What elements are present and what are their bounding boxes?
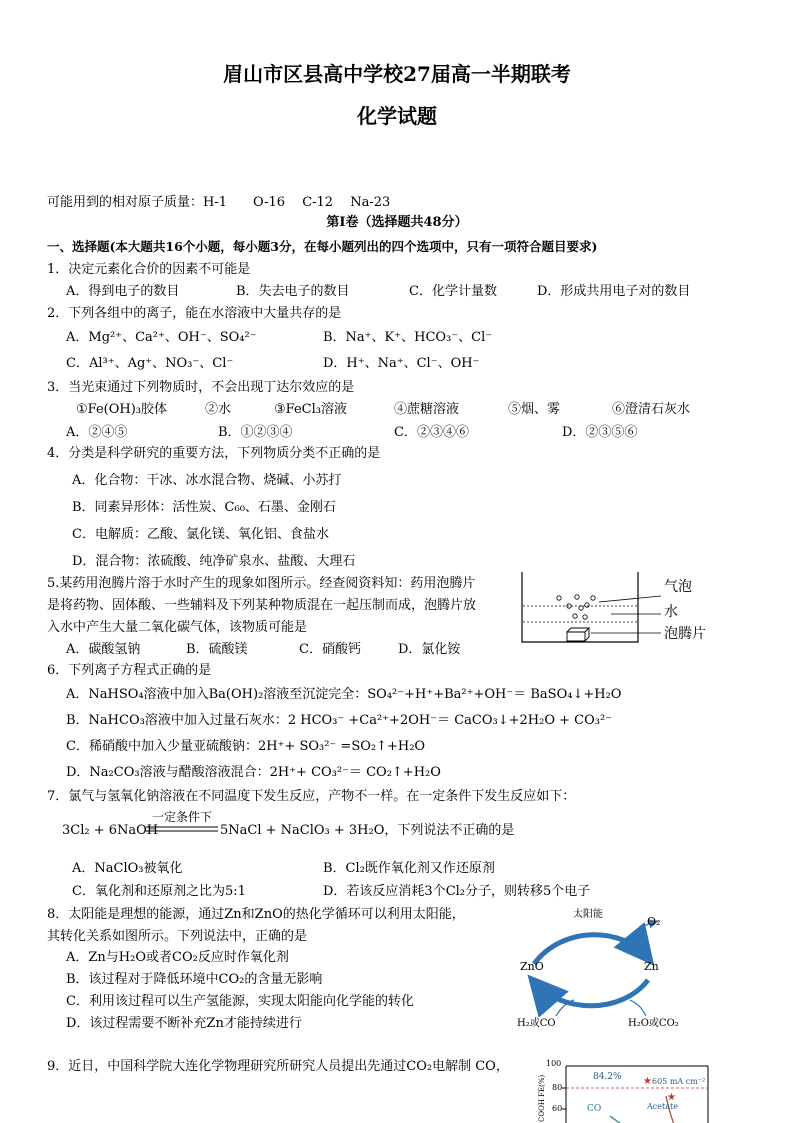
star-marker-1: ★ <box>643 1076 652 1087</box>
question-3-item-1: ①Fe(OH)₃胶体 <box>76 402 168 417</box>
h2o-co2-arrow <box>630 1000 646 1016</box>
question-5-option-d: D．氯化铵 <box>398 642 461 657</box>
chart-current-label: 605 mA cm⁻² <box>652 1077 706 1086</box>
question-8-stem-line-1: 8．太阳能是理想的能源，通过Zn和ZnO的热化学循环可以利用太阳能， <box>47 907 465 922</box>
question-3-option-c: C．②③④⑥ <box>394 425 469 440</box>
question-7-equation-condition: 一定条件下 <box>151 810 212 824</box>
figure-label-bubbles: 气泡 <box>664 579 692 595</box>
question-7-option-b: B．Cl₂既作氧化剂又作还原剂 <box>323 861 495 876</box>
question-1-stem: 1．决定元素化合价的因素不可能是 <box>47 262 251 277</box>
cycle-label-h2o-co2: H₂O或CO₂ <box>628 1018 679 1029</box>
question-3-item-2: ②水 <box>205 402 232 417</box>
chart-percent-label: 84.2% <box>593 1072 622 1082</box>
question-8-option-b: B．该过程对于降低环境中CO₂的含量无影响 <box>66 972 323 987</box>
exam-subtitle: 化学试题 <box>357 104 437 128</box>
question-8-stem-line-2: 其转化关系如图所示。下列说法中，正确的是 <box>47 929 308 944</box>
question-8-option-c: C．利用该过程可以生产氢能源，实现太阳能向化学能的转化 <box>66 994 414 1009</box>
cycle-label-oxygen: O₂ <box>647 915 661 928</box>
cycle-label-zno: ZnO <box>520 960 544 973</box>
question-5-option-c: C．硝酸钙 <box>299 642 361 657</box>
question-5-stem-line-1: 5.某药用泡腾片溶于水时产生的现象如图所示。经查阅资料知：药用泡腾片 <box>47 576 476 591</box>
question-6-stem: 6．下列离子方程式正确的是 <box>47 663 212 678</box>
question-2-option-c: C．Al³⁺、Ag⁺、NO₃⁻、Cl⁻ <box>66 356 234 371</box>
question-3-option-a: A．②④⑤ <box>66 425 128 440</box>
question-4-option-d: D．混合物：浓硫酸、纯净矿泉水、盐酸、大理石 <box>72 554 356 569</box>
question-3-option-d: D．②③⑤⑥ <box>562 425 638 440</box>
question-6-option-c: C．稀硝酸中加入少量亚硫酸钠：2H⁺+ SO₃²⁻ =SO₂↑+H₂O <box>66 739 426 754</box>
chart-series-co: CO <box>587 1104 602 1114</box>
equation-equals-sign <box>146 826 218 832</box>
question-3-option-b: B．①②③④ <box>218 425 293 440</box>
part-title: 第Ⅰ卷（选择题共48分） <box>326 215 468 230</box>
bubble-pointer <box>599 596 661 602</box>
question-7-equation-right: 5NaCl + NaClO₃ + 3H₂O，下列说法不正确的是 <box>220 823 515 838</box>
cycle-label-solar: 太阳能 <box>573 909 603 920</box>
chart-y-axis-label: COOH FE(%) <box>538 1074 546 1122</box>
question-4-option-a: A．化合物：干冰、冰水混合物、烧碱、小苏打 <box>72 473 342 488</box>
cycle-label-zn: Zn <box>644 960 659 973</box>
tablet-icon <box>567 628 589 641</box>
question-3-item-4: ④蔗糖溶液 <box>394 402 460 417</box>
chart-tick-80: 80 <box>552 1083 563 1092</box>
question-5-option-b: B．硫酸镁 <box>186 642 248 657</box>
question-1-option-d: D．形成共用电子对的数目 <box>537 284 691 299</box>
question-3-stem: 3．当光束通过下列物质时，不会出现丁达尔效应的是 <box>47 380 355 395</box>
question-6-option-b: B．NaHCO₃溶液中加入过量石灰水：2 HCO₃⁻ +Ca²⁺+2OH⁻＝ CaCO₃↓+2H₂O + CO₃²⁻ <box>66 713 613 728</box>
question-3-item-3: ③FeCl₃溶液 <box>274 402 347 417</box>
question-1-option-c: C．化学计量数 <box>409 284 497 299</box>
top-cycle-arrow <box>534 935 648 964</box>
question-5-option-a: A．碳酸氢钠 <box>66 642 141 657</box>
question-2-option-d: D．H⁺、Na⁺、Cl⁻、OH⁻ <box>323 356 480 371</box>
beaker-outline <box>522 572 638 642</box>
bubbles-icon <box>557 595 595 619</box>
question-3-item-6: ⑥澄清石灰水 <box>612 402 691 417</box>
question-7-option-a: A．NaClO₃被氧化 <box>72 861 183 876</box>
question-3-item-5: ⑤烟、雾 <box>508 402 561 417</box>
question-9-stem: 9．近日，中国科学院大连化学物理研究所研究人员提出先通过CO₂电解制 CO， <box>47 1059 509 1074</box>
question-7-equation-left: 3Cl₂ + 6NaOH <box>62 823 159 838</box>
question-7-option-c: C．氧化剂和还原剂之比为5:1 <box>72 884 246 899</box>
chart-series-acetate: Acetate <box>647 1102 678 1111</box>
question-8-option-a: A．Zn与H₂O或者CO₂反应时作氧化剂 <box>66 950 289 965</box>
question-4-option-c: C．电解质：乙酸、氯化镁、氧化铝、食盐水 <box>72 527 329 542</box>
question-4-option-b: B．同素异形体：活性炭、C₆₀、石墨、金刚石 <box>72 500 336 515</box>
question-2-stem: 2．下列各组中的离子，能在水溶液中大量共存的是 <box>47 306 342 321</box>
section-title: 一、选择题(本大题共16个小题，每小题3分，在每小题列出的四个选项中，只有一项符合题目要求) <box>47 239 598 254</box>
figure-label-tablet: 泡腾片 <box>664 626 706 642</box>
question-1-option-a: A．得到电子的数目 <box>66 284 180 299</box>
question-6-option-a: A．NaHSO₄溶液中加入Ba(OH)₂溶液至沉淀完全：SO₄²⁻+H⁺+Ba²⁺+OH⁻＝ BaSO₄↓+H₂O <box>66 687 622 702</box>
bottom-cycle-arrow <box>534 980 648 1006</box>
question-5-stem-line-2: 是将药物、固体酸、一些辅料及下列某种物质混在一起压制而成，泡腾片放 <box>47 598 477 613</box>
question-1-option-b: B．失去电子的数目 <box>236 284 350 299</box>
question-7-option-d: D．若该反应消耗3个Cl₂分子，则转移5个电子 <box>323 884 591 899</box>
question-6-option-d: D．Na₂CO₃溶液与醋酸溶液混合：2H⁺+ CO₃²⁻＝ CO₂↑+H₂O <box>66 765 441 780</box>
question-7-stem: 7．氯气与氢氧化钠溶液在不同温度下发生反应，产物不一样。在一定条件下发生反应如下： <box>47 789 576 804</box>
exam-title: 眉山市区县高中学校27届高一半期联考 <box>223 62 571 86</box>
question-8-option-d: D．该过程需要不断补充Zn才能持续进行 <box>66 1016 302 1031</box>
co-curve <box>610 1116 638 1123</box>
cycle-label-h2-co: H₂或CO <box>517 1018 556 1029</box>
question-2-option-a: A．Mg²⁺、Ca²⁺、OH⁻、SO₄²⁻ <box>66 330 257 345</box>
figure-label-water: 水 <box>664 604 678 620</box>
question-4-stem: 4．分类是科学研究的重要方法，下列物质分类不正确的是 <box>47 446 381 461</box>
chart-tick-100: 100 <box>546 1059 562 1068</box>
question-2-option-b: B．Na⁺、K⁺、HCO₃⁻、Cl⁻ <box>323 330 493 345</box>
chart-tick-60: 60 <box>552 1104 563 1113</box>
question-5-stem-line-3: 入水中产生大量二氧化碳气体，该物质可能是 <box>47 620 308 635</box>
atomic-mass-line: 可能用到的相对原子质量：H-1 O-16 C-12 Na-23 <box>47 195 391 210</box>
star-marker-2: ★ <box>667 1092 676 1103</box>
